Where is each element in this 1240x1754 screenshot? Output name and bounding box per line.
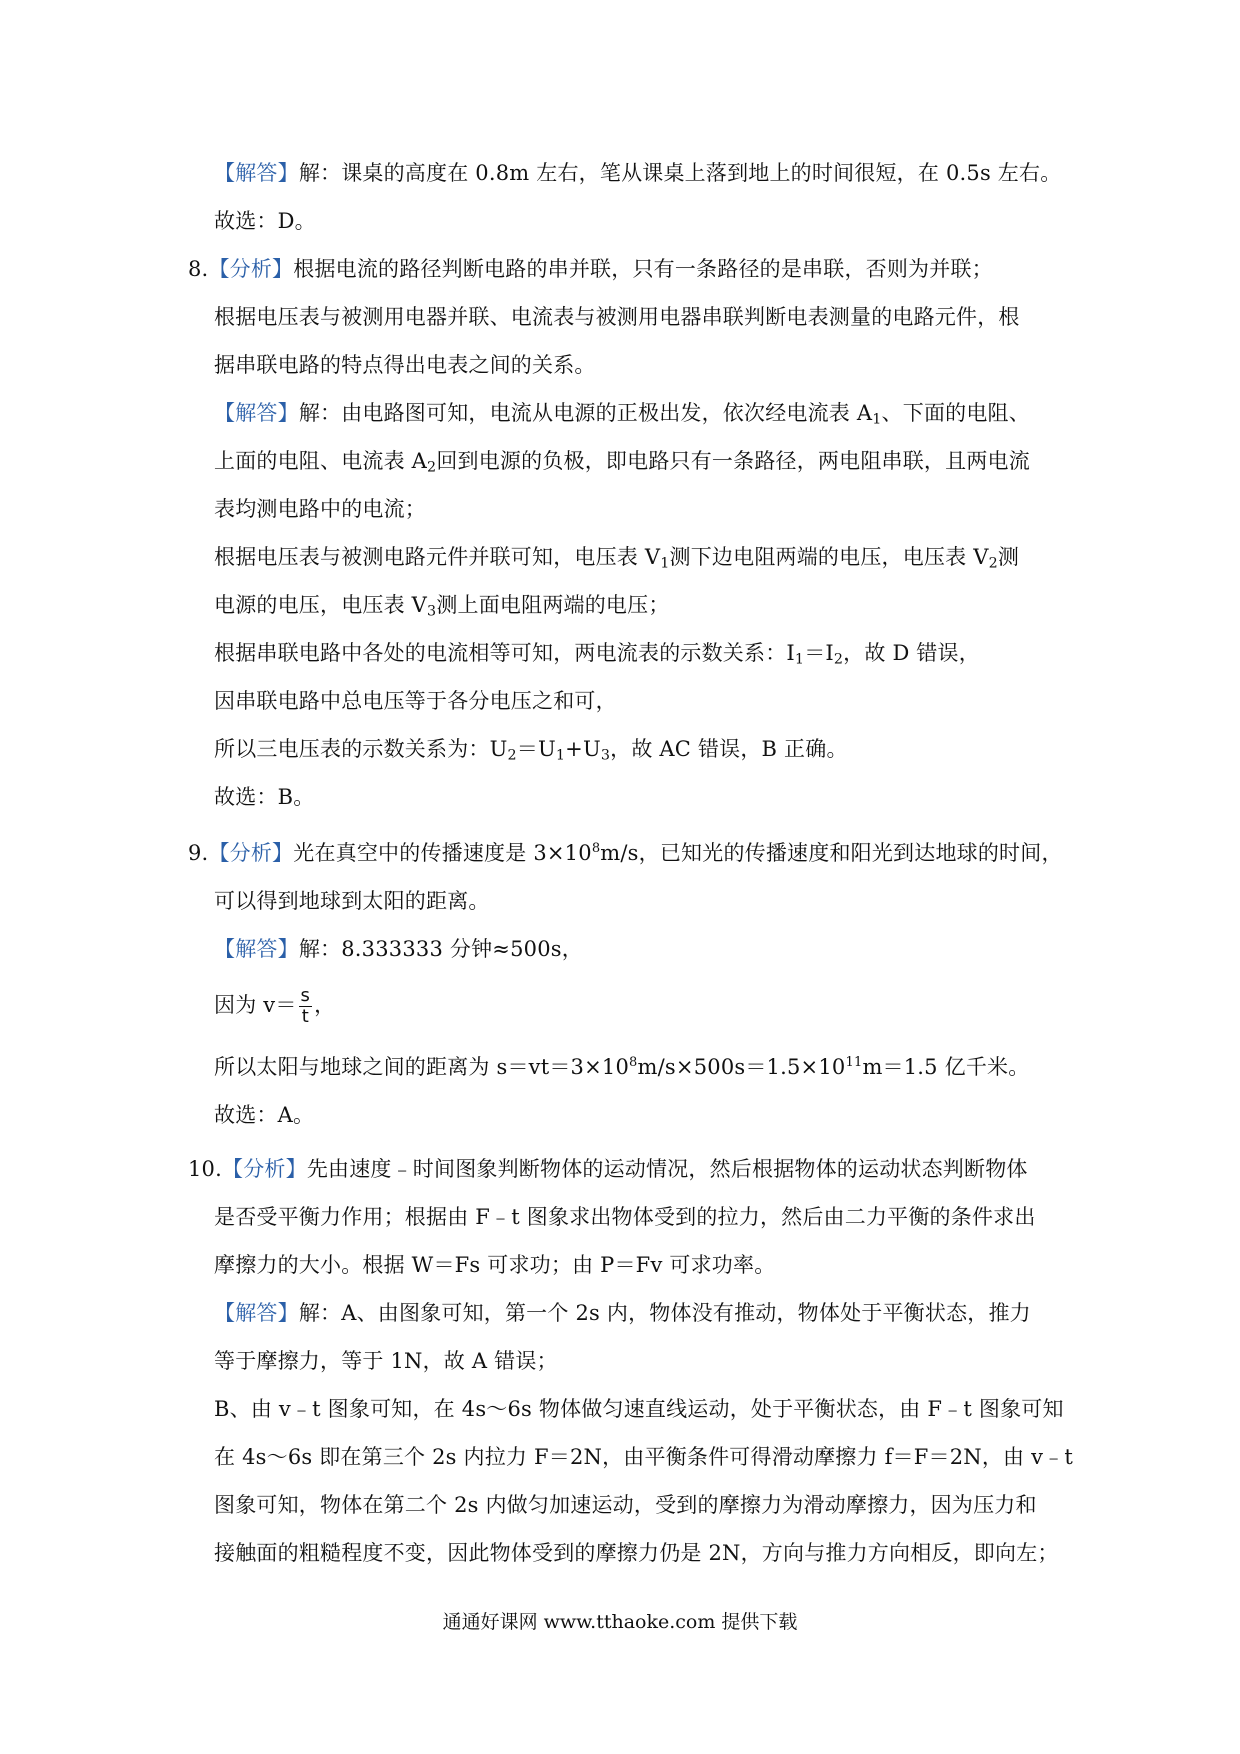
text-run: 上面的电阻、电流表 A [214,449,428,473]
q10-solution-line-3: B、由 v﹣t 图象可知，在 4s～6s 物体做匀速直线运动，处于平衡状态，由 F﹣t 图象可知 [214,1397,1064,1421]
q10-solution-line-4: 在 4s～6s 即在第三个 2s 内拉力 F＝2N，由平衡条件可得滑动摩擦力 f＝F＝2N，由 v﹣t [214,1445,1074,1469]
text-run: 电源的电压，电压表 V [214,593,428,617]
q8-solution-line-6 [214,638,980,668]
q9-choice: 故选：A。 [214,1103,315,1127]
text-run: ， [314,992,336,1017]
subscript: 2 [988,555,998,572]
q10-analysis-line-3: 摩擦力的大小。根据 W＝Fs 可求功；由 P＝Fv 可求功率。 [214,1253,776,1277]
text-run: 所以三电压表的示数关系为：U [214,737,508,761]
solution-tag: 【解答】 [214,161,299,185]
text-run: m/s，已知光的传播速度和阳光到达地球的时间， [600,841,1063,865]
q8-analysis-line-2: 根据电压表与被测用电器并联、电流表与被测用电器串联判断电表测量的电路元件，根 [214,305,1020,329]
solution-tag: 【解答】 [214,937,299,961]
q8-solution-line-8 [214,734,848,764]
text-run: 测 [997,545,1020,569]
q9-solution-line-1 [214,934,583,964]
subscript: 2 [833,651,844,668]
text-run: +U [565,737,601,761]
q10-solution-line-5: 图象可知，物体在第二个 2s 内做匀加速运动，受到的摩擦力为滑动摩擦力，因为压力和 [214,1493,1037,1517]
superscript: 8 [591,841,601,857]
q8-solution-line-7: 因串联电路中总电压等于各分电压之和可， [214,689,617,713]
superscript: 8 [629,1055,638,1071]
text-run: ，故 D 错误， [843,641,980,665]
subscript: 2 [507,747,517,764]
fraction-denominator: t [301,1005,309,1027]
q9-solution-line-3 [214,1052,1029,1082]
question-number: 8. [188,257,209,281]
question-number: 10. [188,1157,222,1181]
q8-analysis-text-1: 根据电流的路径判断电路的串并联，只有一条路径的是串联，否则为并联； [293,257,993,281]
text-run: m＝1.5 亿千米。 [862,1055,1030,1079]
q8-analysis-line-3: 据串联电路的特点得出电表之间的关系。 [214,353,596,377]
q9-analysis-line-1 [188,838,1063,868]
subscript: 1 [555,747,566,764]
q10-analysis-line-2: 是否受平衡力作用；根据由 F﹣t 图象求出物体受到的拉力，然后由二力平衡的条件求出 [214,1205,1036,1229]
q10-solution-line-1 [214,1298,1031,1328]
text-run: 回到电源的负极，即电路只有一条路径，两电阻串联，且两电流 [436,449,1030,473]
question-number: 9. [188,841,209,865]
text-run: 测上面电阻两端的电压； [436,593,670,617]
text-run: 因为 v＝ [214,992,297,1017]
q10-solution-line-2: 等于摩擦力，等于 1N，故 A 错误； [214,1349,558,1373]
text-run: 、下面的电阻、 [881,401,1030,425]
q7-choice: 故选：D。 [214,209,316,233]
q8-solution-line-3: 表均测电路中的电流； [214,497,426,521]
text-run: 根据电压表与被测电路元件并联可知，电压表 V [214,545,661,569]
q8-analysis-line-1 [188,254,993,284]
q7-solution-text: 解：课桌的高度在 0.8m 左右，笔从课桌上落到地上的时间很短，在 0.5s 左右。 [298,161,1062,185]
text-run: 解：由电路图可知，电流从电源的正极出发，依次经电流表 A [298,401,873,425]
solution-tag: 【解答】 [214,401,299,425]
text-run: 解：8.333333 分钟≈500s， [298,937,583,961]
analysis-tag: 【分析】 [208,841,294,865]
text-run: ，故 AC 错误，B 正确。 [610,737,848,761]
text-run: m/s×500s＝1.5×10 [637,1055,846,1079]
q8-solution-line-5 [214,590,670,620]
text-run: 先由速度﹣时间图象判断物体的运动情况，然后根据物体的运动状态判断物体 [306,1157,1028,1181]
q8-solution-line-4 [214,542,1019,572]
text-run: ＝U [516,737,556,761]
subscript: 1 [660,555,670,572]
fraction-numerator: s [300,985,311,1006]
subscript: 1 [872,411,882,428]
subscript: 2 [427,459,437,476]
text-run: 光在真空中的传播速度是 3×10 [293,841,592,865]
q9-solution-line-2 [214,986,335,1027]
q10-analysis-line-1 [188,1154,1028,1184]
text-run: 解：A、由图象可知，第一个 2s 内，物体没有推动，物体处于平衡状态，推力 [298,1301,1031,1325]
text-run: ＝I [804,641,834,665]
text-run: 根据串联电路中各处的电流相等可知，两电流表的示数关系：I [214,641,795,665]
q7-solution-line [214,158,1061,188]
analysis-tag: 【分析】 [222,1157,307,1181]
analysis-tag: 【分析】 [208,257,294,281]
q8-solution-line-1 [214,398,1030,428]
text-run: 所以太阳与地球之间的距离为 s＝vt＝3×10 [214,1055,630,1079]
subscript: 3 [427,603,437,620]
fraction [299,986,313,1027]
subscript: 1 [794,651,805,668]
subscript: 3 [600,747,611,764]
solution-tag: 【解答】 [214,1301,299,1325]
q10-solution-line-6: 接触面的粗糙程度不变，因此物体受到的摩擦力仍是 2N，方向与推力方向相反，即向左； [214,1541,1059,1565]
q8-choice: 故选：B。 [214,785,315,809]
q8-solution-line-2 [214,446,1030,476]
superscript: 11 [845,1055,863,1071]
page-footer: 通通好课网 www.tthaoke.com 提供下载 [442,1611,798,1633]
q9-analysis-line-2: 可以得到地球到太阳的距离。 [214,889,490,913]
text-run: 测下边电阻两端的电压，电压表 V [669,545,989,569]
